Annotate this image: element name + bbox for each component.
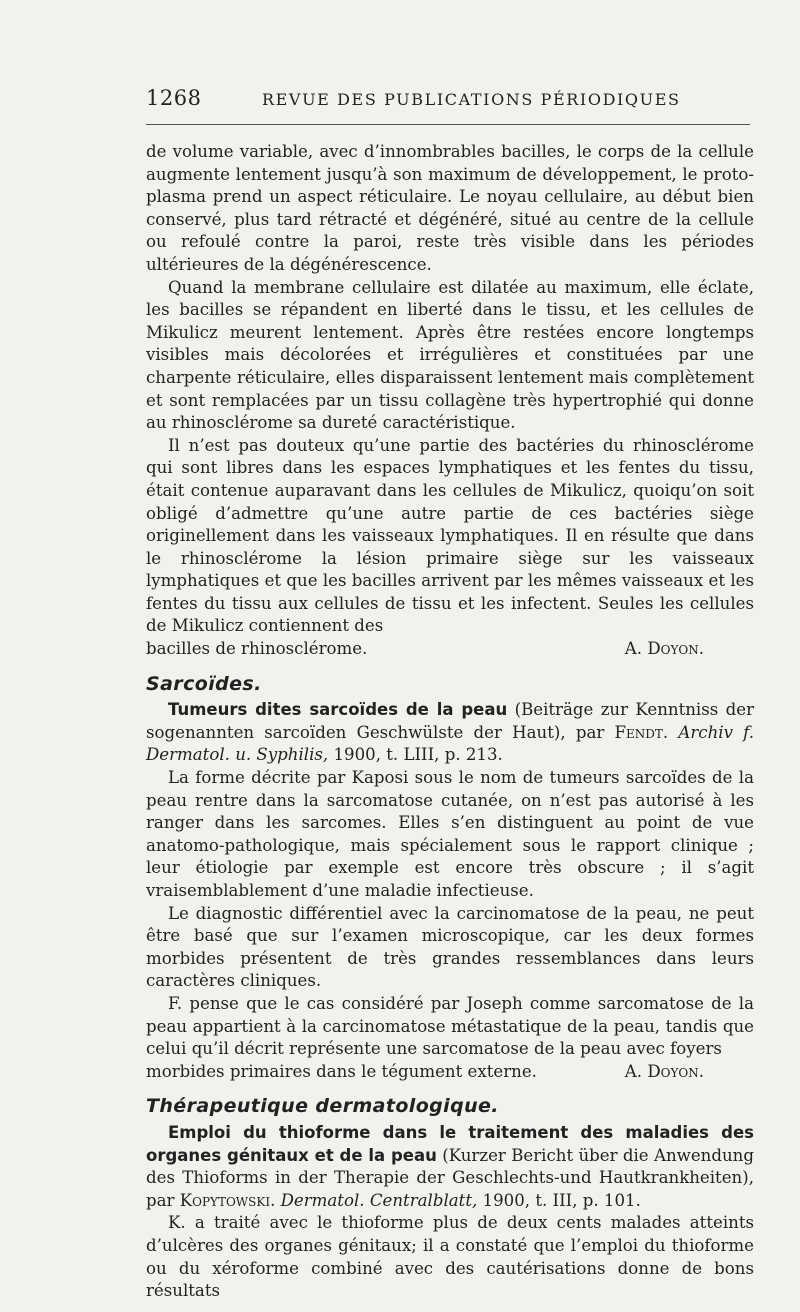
reference-text: (Beiträge zur Kenntniss der sogenannten sarcoïden Geschwülste der Haut), par [146, 700, 755, 742]
page-header [146, 86, 750, 112]
page-number: 1268 [146, 86, 202, 110]
author: Fendt. [614, 722, 669, 742]
article-reference [146, 699, 754, 767]
paragraph: Quand la membrane cellulaire est dilatée au maximum, elle éclate, les bacilles se répandent en liberté dans le tissu, et les cellules de Mikulicz meurent lentement. Après être restées encore longtemps visibles mais décolorées et irrégulières et constituées par une charpente réticulaire, elles disparaissent lentement mais complètement et sont remplacées par un tissu collagène très hypertrophié qui donne au rhinosclérome sa dureté caractéristique. [146, 277, 754, 433]
signature-row [146, 638, 754, 661]
section-heading: Thérapeutique dermatologique. [146, 1095, 499, 1118]
journal: Archiv f. Dermatol. u. Syphilis, [146, 722, 754, 765]
reference-text: 1900, t. III, p. 101. [477, 1190, 641, 1210]
author: Kopytowski. [179, 1190, 276, 1210]
header-rule [146, 124, 750, 125]
paragraph: K. a traité avec le thioforme plus de deux cents malades atteints d’ulcères des organes génitaux; il a constaté que l’emploi du thioforme ou du xéroforme combiné avec des cautérisations donne de bons résultats [146, 1213, 754, 1301]
signature-row [146, 1061, 754, 1084]
article-title: Tumeurs dites sarcoïdes de la peau [168, 700, 508, 720]
paragraph-end: bacilles de rhinosclérome. [146, 639, 368, 659]
paragraph: F. pense que le cas considéré par Joseph comme sarcomatose de la peau appartient à la carcinomatose métastatique de la peau, tandis que celui qu’il décrit représente une sarcomatose de la peau avec foyers [146, 993, 754, 1059]
signature: A. Doyon. [624, 639, 704, 659]
paragraph: Le diagnostic différentiel avec la carcinomatose de la peau, ne peut être basé que sur l’examen microscopique, car les deux formes morbides présentent de très grandes ressemblances dans leurs caractères cliniques. [146, 903, 754, 991]
running-title: REVUE DES PUBLICATIONS PÉRIODIQUES [262, 90, 681, 109]
signature: A. Doyon. [624, 1061, 704, 1081]
reference-text: (Kurzer Bericht über die Anwendung des Thioforms in der Therapie der Geschlechts-und Hautkrankheiten), par [146, 1145, 754, 1210]
paragraph: La forme décrite par Kaposi sous le nom de tumeurs sarcoïdes de la peau rentre dans la sarcomatose cutanée, on n’est pas autorisé à les ranger dans les sarcomes. Elles s’en distinguent au point de vue anatomo-pathologique, mais spécialement sous le rapport clinique ; leur étiologie par exemple est encore très obscure ; il s’agit vraisemblablement d’une maladie infectieuse. [146, 768, 754, 900]
article-body [146, 141, 754, 1303]
paragraph: de volume variable, avec d’innombrables bacilles, le corps de la cellule augmente lentement jusqu’à son maximum de développement, le protoplasma prend un aspect réticulaire. Le noyau cellulaire, au début bien conservé, plus tard rétracté et dégénéré, situé au centre de la cellule ou refoulé contre la paroi, reste très visible dans les périodes ultérieures de la dégénérescence. [146, 142, 754, 274]
section-heading: Sarcoïdes. [146, 672, 262, 695]
journal: Dermatol. Centralblatt, [275, 1190, 478, 1210]
paragraph-end: morbides primaires dans le tégument externe. [146, 1061, 537, 1081]
paragraph: Il n’est pas douteux qu’une partie des bactéries du rhinosclérome qui sont libres dans les espaces lymphatiques et les fentes du tissu, était contenue auparavant dans les cellules de Mikulicz, quoiqu’on soit obligé d’admettre qu’une autre partie de ces bactéries siège originellement dans les vaisseaux lymphatiques. Il en résulte que dans le rhinosclérome la lésion primaire siège sur les vaisseaux lymphatiques et que les bacilles arrivent par les mêmes vaisseaux et les fentes du tissu aux cellules de tissu et les infectent. Seules les cellules de Mikulicz contiennent des [146, 435, 754, 636]
article-title: Emploi du thioforme dans le traitement des maladies des organes génitaux et de la peau [146, 1122, 754, 1165]
reference-text: 1900, t. LIII, p. 213. [328, 745, 503, 765]
article-reference [146, 1122, 754, 1212]
